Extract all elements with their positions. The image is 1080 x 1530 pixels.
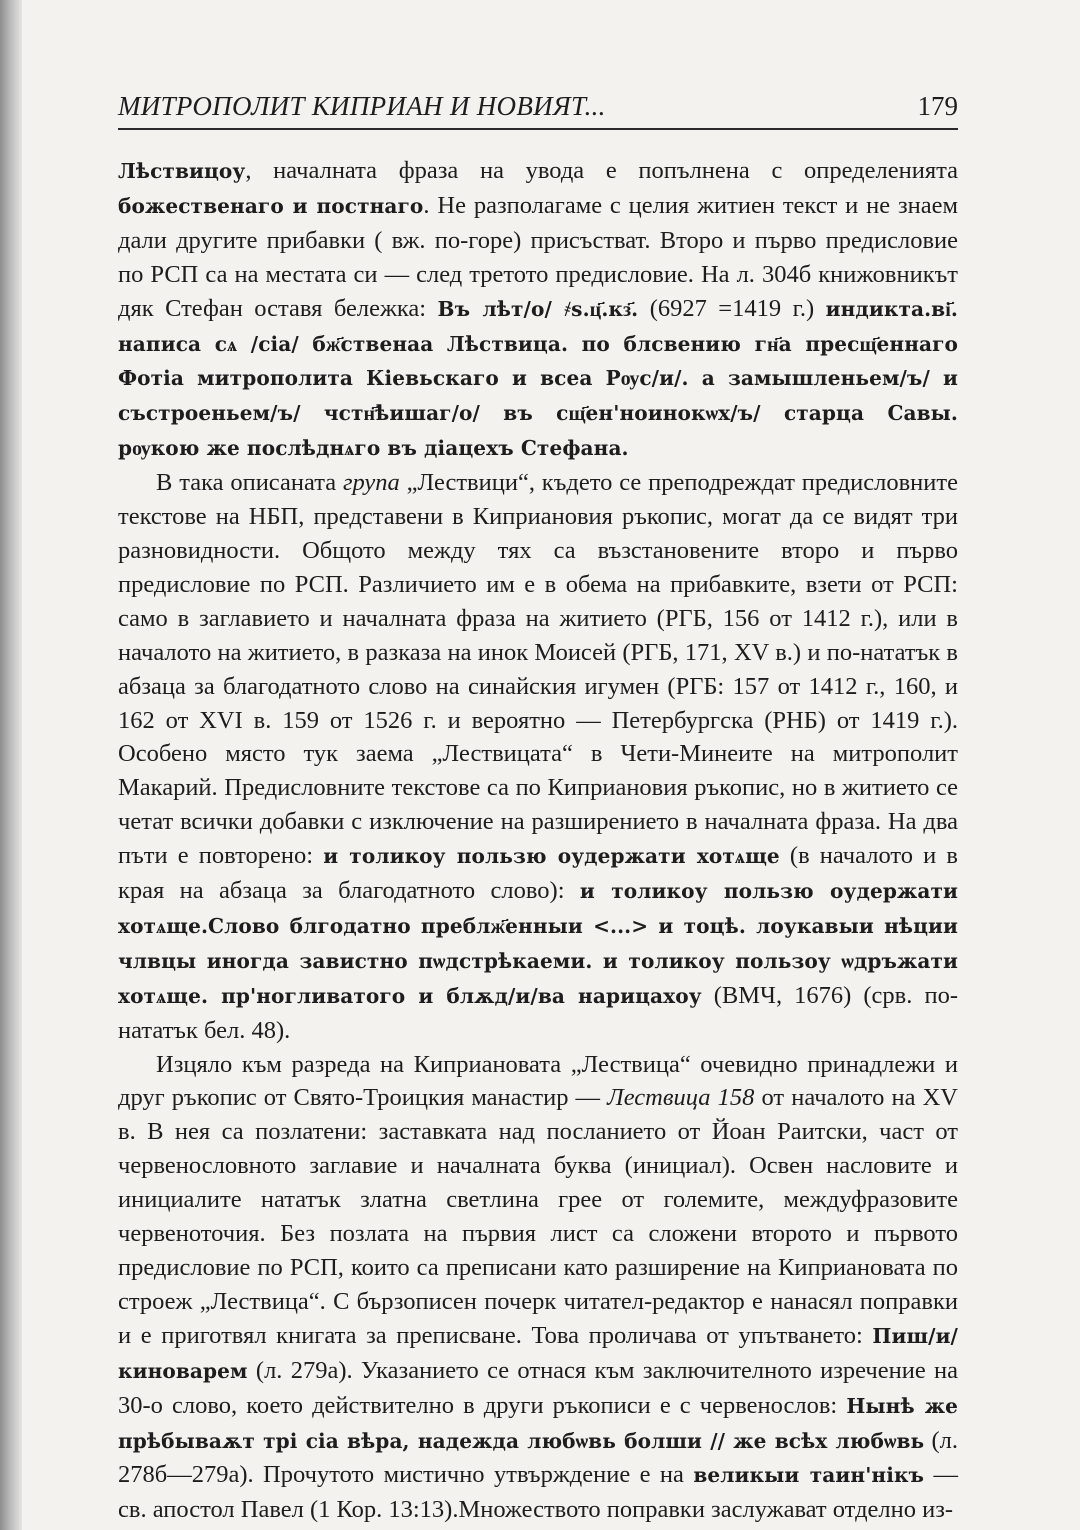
text-run: от началото на XV в. В нея са позлатени: заставката над посланието от Йоан Раитски, част от червенословното заглавие и началната буква (инициал). Освен насловите и инициалите нататък златна светлина грее от големите, междуфразовите червеноточия. Без позлата на първия лист са сложени второто и първото предисловие по РСП, които са преписани като разширение на Киприановата по строеж „Лествица“. С бързописен почерк читател-редактор е нанасял поправки и е приготвял книгата за преписване. Това проличава от упътването: [118,1084,958,1349]
church-slavonic-quote: индикта.ві҃. написа сѧ /сіа/ бж҃ственаа Лѣствица. по блсвению гн҃а пресщ҃еннаго Фотіа митрополита Кіевьскаго и всеа Рѹс/и/. а замышленьем/ъ/ и състроеньем/ъ/ чстн҃ѣишаг/о/ въ сщ҃ен'ноинокѡх/ъ/ старца Савы. рѹкою же послѣднѧго въ діацехъ Стефана. [118,296,958,461]
text-run: . Не разполагаме с целия житиен текст и не знаем дали другите прибавки ( вж. по-горе) присъстват. Второ и първо предисловие по РСП са на местата си — след третото предисловие. На л. 304б книжовникът дяк Стефан оставя бележка: [118,191,958,322]
page-gutter-shadow [0,0,22,1530]
text-run: , началната фраза на увода е попълнена с определенията [245,157,958,184]
text-run: (л. 279а). Указанието се отнася към заключителното изречение на 30-о слово, което действително в други ръкописи е с червенослов: [118,1356,958,1419]
church-slavonic-quote: Нынѣ же прѣбываѫт трі сіа вѣра, надежда любѡвь болши // же всѣх любѡвь [118,1393,958,1453]
church-slavonic-quote: Въ лѣт/о/ ҂ѕ.ц҃.кз҃. [437,296,639,321]
church-slavonic-quote: великыи таин'нікъ [693,1463,925,1488]
text-run: (в началото и в края на абзаца за благодатното слово): [118,842,958,905]
book-page [118,84,958,1527]
church-slavonic-quote: и толикоу пользю оудержати хотѧще.Слово блгодатно преблж҃енныи <...> и тоцѣ. лоукавыи нѣции члвцы иногда завистно пѡдстрѣкаеми. и толикоу пользоу ѡдръжати хотѧще. пр'ногливатого и блѫд/и/ва нарицахоу [118,879,959,1008]
body-text [118,154,958,1527]
page-number: 179 [917,91,958,121]
paragraph-3 [118,1048,958,1528]
paragraph-1 [118,154,958,466]
text-run: (л. 278б—279а). Прочутото мистично утвърждение е на [118,1426,958,1489]
paragraph-2 [118,466,958,1047]
running-title: МИТРОПОЛИТ КИПРИАН И НОВИЯТ... [118,91,606,121]
church-slavonic-quote: Лѣствицоу [118,159,246,183]
italic-text: група [342,469,400,497]
church-slavonic-quote: и толикоу пользю оудержати хотѧще [323,844,780,869]
text-run: — св. апостол Павел (1 Кор. 13:13).Множеството поправки заслужават отделно из- [118,1461,958,1524]
church-slavonic-quote: Пиш/и/ киноварем [118,1323,958,1383]
text-run: (ВМЧ, 1676) (срв. по-нататък бел. 48). [118,981,958,1044]
text-run: (6927 =1419 г.) [638,294,826,322]
running-head [118,84,958,130]
italic-text: Лествица 158 [607,1084,755,1112]
text-run: „Лествици“, където се преподреждат предисловните текстове на НБП, представени в Киприановия ръкопис, могат да се видят три разновидности. Общото между тях са възстановените второ и първо предисловие по РСП. Различието им е в обема на прибавките, взети от РСП: само в заглавието и началната фраза на житието (РГБ, 156 от 1412 г.), или в началото на житието, в разказа на инок Моисей (РГБ, 171, XV в.) и по-нататък в абзаца за благодатното слово на синайския игумен (РГБ: 157 от 1412 г., 160, и 162 от XVI в. 159 от 1526 г. и вероятно — Петербургска (РНБ) от 1419 г.). Особено място тук заема „Лествицата“ в Чети-Минеите на митрополит Макарий. Предисловните текстове са по Киприановия ръкопис, но в житието се четат всички добавки с изключение на разширението в началната фраза. На два пъти е повторено: [118,469,958,870]
text-run: В така описаната [156,469,343,497]
text-run: Изцяло към разреда на Киприановата „Лествица“ очевидно принадлежи и друг ръкопис от Свято-Троицкия манастир — [118,1050,958,1112]
church-slavonic-quote: божественаго и постнаго [118,193,424,218]
